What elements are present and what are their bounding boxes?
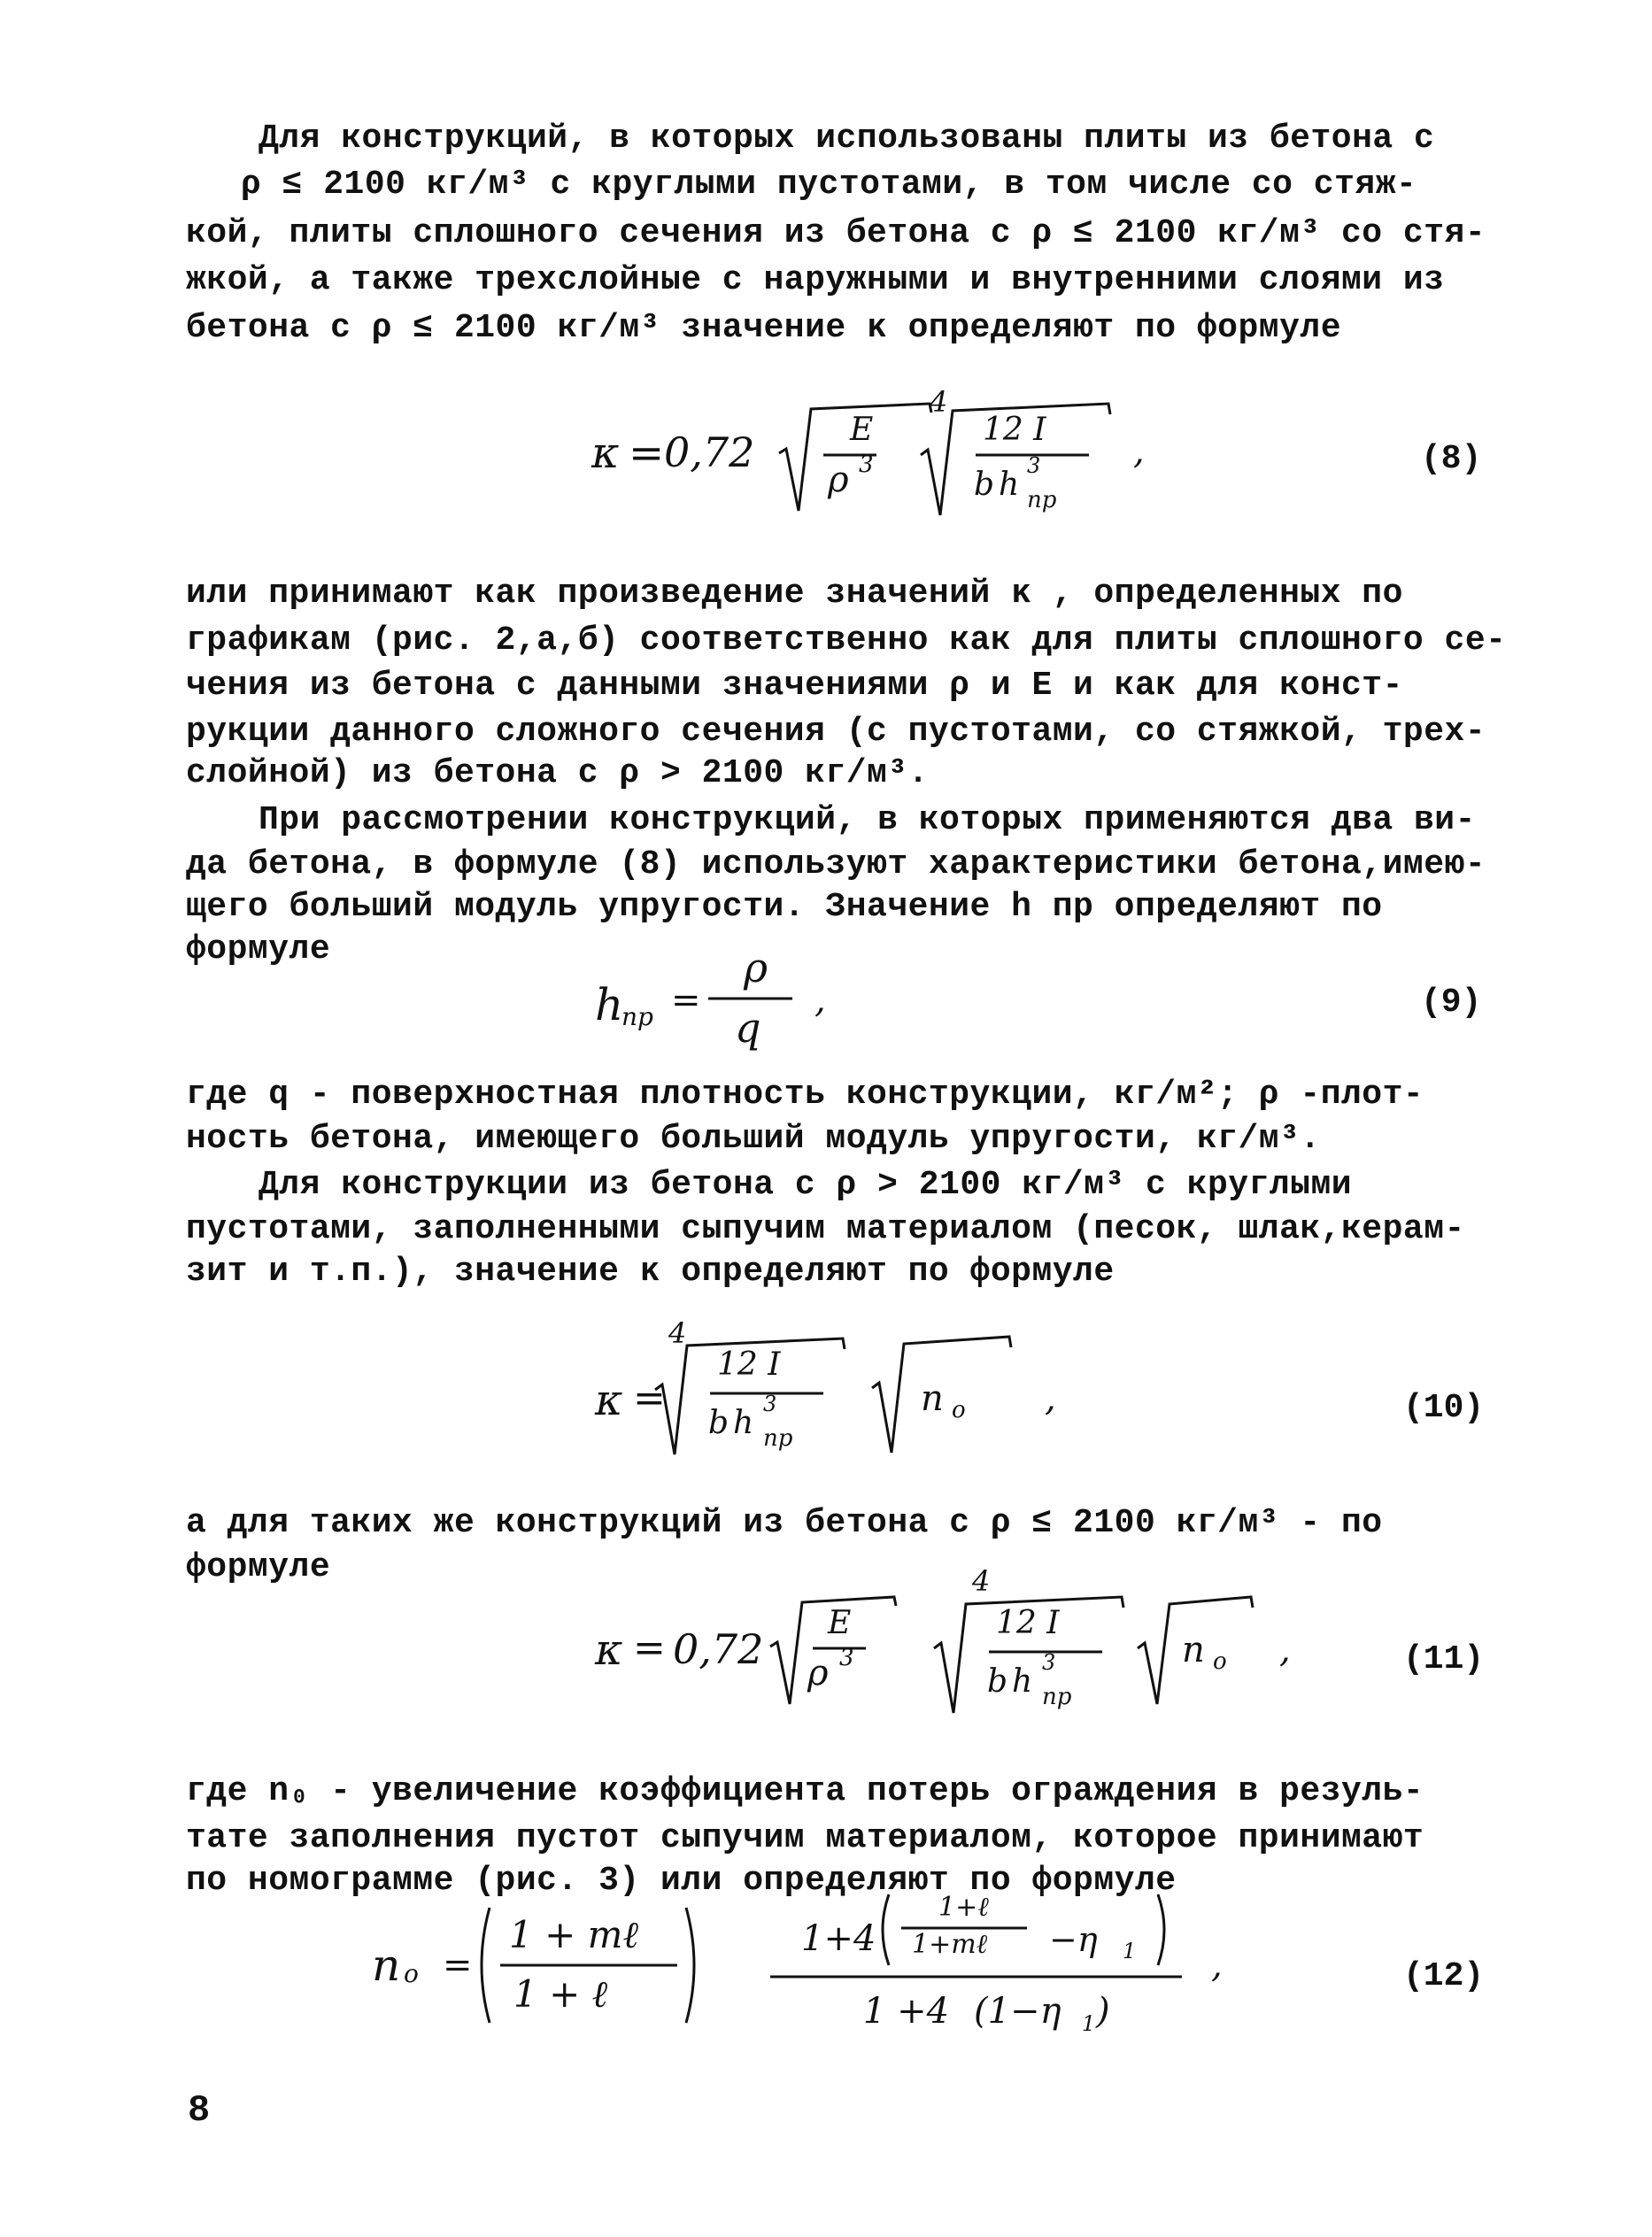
formula-symbol: ) [1096,1991,1110,2032]
formula-symbol: κ [595,1376,623,1425]
formula-symbol: = [671,980,701,1021]
text-line: рукции данного сложного сечения (с пустотами, со стяжкой, трех- [186,713,1486,751]
fraction-bar [770,1974,1186,1979]
equation-number: (10) [1403,1389,1485,1427]
formula-symbol: пр [1027,487,1057,513]
formula-symbol: 3 [763,1392,777,1416]
formula-symbol: 3 [859,451,874,478]
text-line: по номограмме (рис. 3) или определяют по формуле [186,1862,1177,1900]
formula-symbol: 1+mℓ [912,1929,988,1960]
formula-symbol: 3 [1027,453,1041,478]
formula-symbol: b [974,467,995,503]
formula-symbol: E [828,1605,852,1641]
formula-symbol: n [921,1378,944,1419]
formula-symbol: b [708,1405,730,1441]
formula-symbol: = [629,428,665,478]
formula-symbol: = [633,1376,666,1421]
formula-symbol: 1 [1123,1939,1137,1963]
formula-symbol: 1 [1082,2011,1096,2036]
formula-symbol: q [735,1004,761,1052]
text-line: чения из бетона с данными значениями ρ и E и как для конст- [186,667,1403,705]
text-line: графикам (рис. 2,а,б) соответственно как для плиты сплошного се- [186,621,1507,660]
formula-symbol: 1 +4 [863,1991,950,2032]
formula-symbol: κ [591,428,620,478]
formula-symbol: o [952,1397,966,1423]
text-line: ность бетона, имеющего больший модуль упругости, кг/м³. [186,1120,1321,1158]
text-line: да бетона, в формуле (8) используют характеристики бетона,имею- [186,845,1486,883]
text-line: или принимают как произведение значений κ , определенных по [186,575,1403,613]
formula-symbol: 1 + mℓ [509,1913,638,1956]
text-line: ρ ≤ 2100 кг/м³ с круглыми пустотами, в том числе со стяж- [241,166,1417,204]
text-line: Для конструкций, в которых использованы плиты из бетона с [259,120,1435,158]
formula-symbol: 3 [839,1645,854,1671]
formula-symbol: E [850,412,874,448]
formula-symbol: = [633,1625,666,1670]
formula-symbol: , [814,980,826,1021]
formula-symbol: 4 [930,385,948,419]
equation-number: (11) [1403,1640,1485,1678]
formula-symbol: h [999,467,1020,503]
formula-symbol: κ [595,1625,623,1675]
formula-symbol: 4 [972,1564,991,1598]
text-line: а для таких же конструкций из бетона с ρ ≤ 2100 кг/м³ - по [186,1504,1383,1542]
equation-number: (8) [1421,440,1482,478]
formula-symbol: , [1211,1945,1223,1986]
formula-symbol: n [1182,1630,1205,1670]
equation-number: (9) [1421,984,1482,1022]
formula-symbol: n [372,1940,401,1991]
formula-symbol: h [733,1405,754,1441]
text-line: формуле [186,930,331,968]
formula-symbol: h [595,979,624,1030]
formula-symbol: 1+4 [801,1918,876,1959]
formula-symbol: (1−η [974,1991,1061,2032]
text-line: где q - поверхностная плотность конструкции, кг/м²; ρ -плот- [186,1076,1424,1114]
formula-symbol: h [1012,1663,1033,1700]
text-line: тате заполнения пустот сыпучим материалом, которое принимают [186,1819,1424,1857]
formula-symbol: 1 + ℓ [513,1972,608,2016]
formula-symbol: b [987,1663,1008,1700]
fraction-bar [708,996,797,1001]
formula-symbol: 0,72 [664,428,755,476]
formula-symbol: = [443,1945,473,1986]
text-line: жкой, а также трехслойные с наружными и внутренними слоями из [186,261,1445,299]
formula-symbol: −η [1049,1920,1098,1959]
formula-symbol: ρ [744,944,768,991]
text-line: щего больший модуль упругости. Значение h пр определяют по [186,888,1383,926]
formula-symbol: ρ [828,459,849,500]
text-line: слойной) из бетона с ρ > 2100 кг/м³. [186,754,929,792]
formula-symbol: , [1133,431,1145,472]
formula-symbol: 12 I [717,1346,781,1383]
formula-symbol: ρ [807,1653,829,1693]
formula-symbol: 4 [668,1316,687,1350]
formula-symbol: 12 I [996,1605,1060,1641]
text-line: При рассмотрении конструкций, в которых применяются два ви- [259,801,1476,839]
formula-symbol: 3 [1042,1650,1056,1675]
text-line: кой, плиты сплошного сечения из бетона с ρ ≤ 2100 кг/м³ со стя- [186,214,1486,252]
formula-symbol: пр [763,1425,793,1452]
formula-symbol: , [1279,1630,1291,1670]
text-line: Для конструкции из бетона с ρ > 2100 кг/м³ с круглыми [259,1166,1353,1204]
text-line: пустотами, заполненными сыпучим материалом (песок, шлак,керам- [186,1210,1465,1248]
formula-symbol: 12 I [983,412,1046,448]
formula-symbol: , [1045,1378,1056,1419]
text-line: бетона с ρ ≤ 2100 кг/м³ значение κ определяют по формуле [186,309,1342,347]
page-number: 8 [188,2089,211,2132]
text-line: где n₀ - увеличение коэффициента потерь ограждения в резуль- [186,1772,1424,1810]
formula-symbol: пр [1042,1684,1072,1710]
formula-symbol: o [404,1959,419,1988]
formula-symbol: пр [621,1002,653,1031]
radical-sign [872,1333,1023,1457]
text-line: зит и т.п.), значение κ определяют по формуле [186,1253,1115,1291]
formula-symbol: 0,72 [673,1625,764,1673]
text-line: формуле [186,1548,331,1586]
formula-symbol: o [1213,1648,1227,1675]
formula-symbol: 1+ℓ [938,1892,989,1923]
equation-number: (12) [1403,1957,1485,1995]
